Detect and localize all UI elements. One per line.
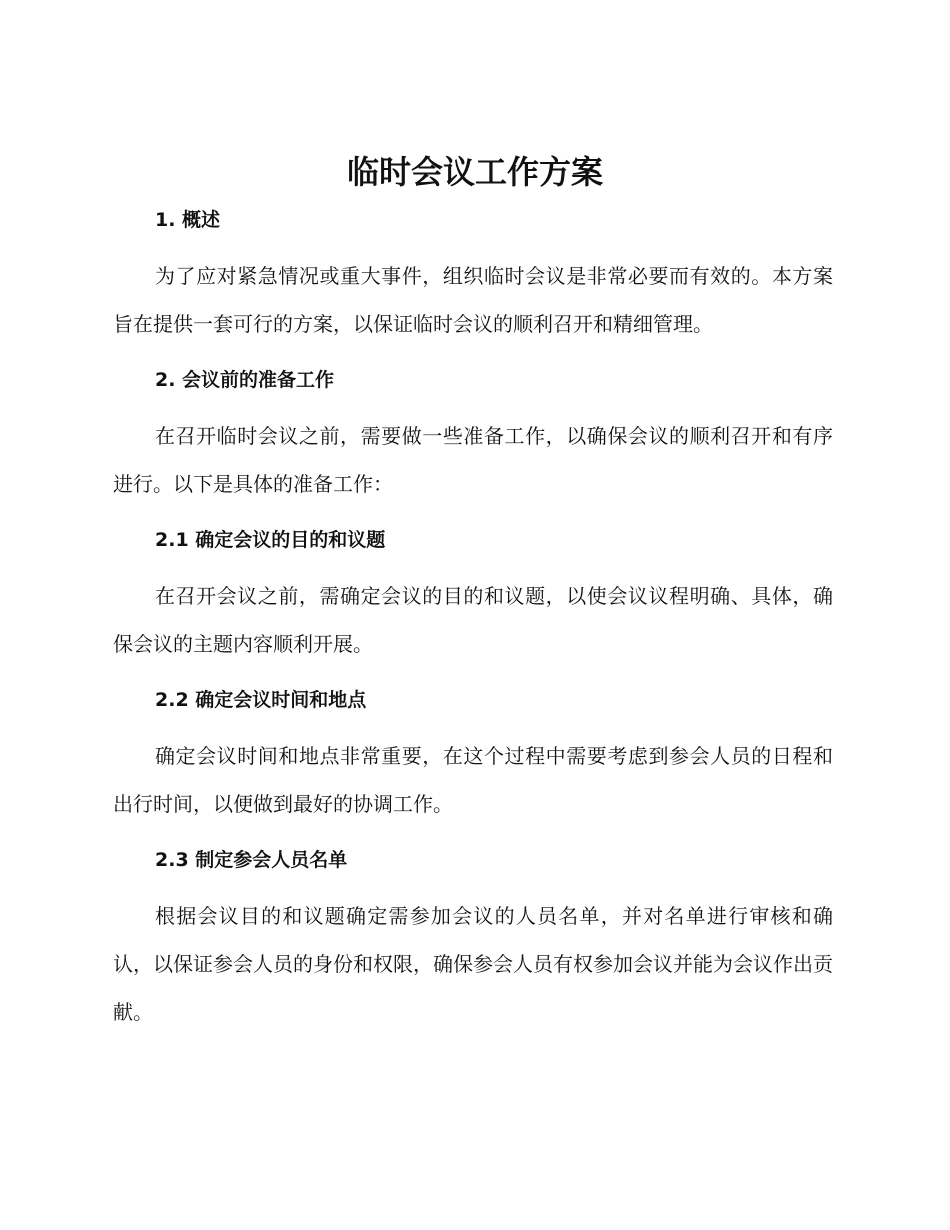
section-heading: 2. 会议前的准备工作	[155, 369, 335, 391]
section-heading: 2.3 制定参会人员名单	[155, 849, 348, 871]
section-heading: 1. 概述	[155, 209, 221, 231]
section-preparation	[113, 362, 833, 508]
document-body	[113, 200, 833, 1036]
section-purpose-topics	[113, 522, 833, 668]
section-time-place	[113, 682, 833, 828]
section-paragraph: 确定会议时间和地点非常重要，在这个过程中需要考虑到参会人员的日程和出行时间，以便做到最好的协调工作。	[113, 744, 833, 816]
section-heading: 2.1 确定会议的目的和议题	[155, 529, 386, 551]
section-paragraph: 为了应对紧急情况或重大事件，组织临时会议是非常必要而有效的。本方案旨在提供一套可行的方案，以保证临时会议的顺利召开和精细管理。	[113, 264, 833, 336]
section-attendee-list	[113, 842, 833, 1036]
section-paragraph: 在召开会议之前，需确定会议的目的和议题，以使会议议程明确、具体，确保会议的主题内容顺利开展。	[113, 584, 833, 656]
section-paragraph: 根据会议目的和议题确定需参加会议的人员名单，并对名单进行审核和确认，以保证参会人员的身份和权限，确保参会人员有权参加会议并能为会议作出贡献。	[113, 904, 833, 1024]
section-paragraph: 在召开临时会议之前，需要做一些准备工作，以确保会议的顺利召开和有序进行。以下是具体的准备工作：	[113, 424, 833, 496]
section-overview	[113, 202, 833, 348]
section-heading: 2.2 确定会议时间和地点	[155, 689, 367, 711]
document-title: 临时会议工作方案	[346, 153, 603, 191]
